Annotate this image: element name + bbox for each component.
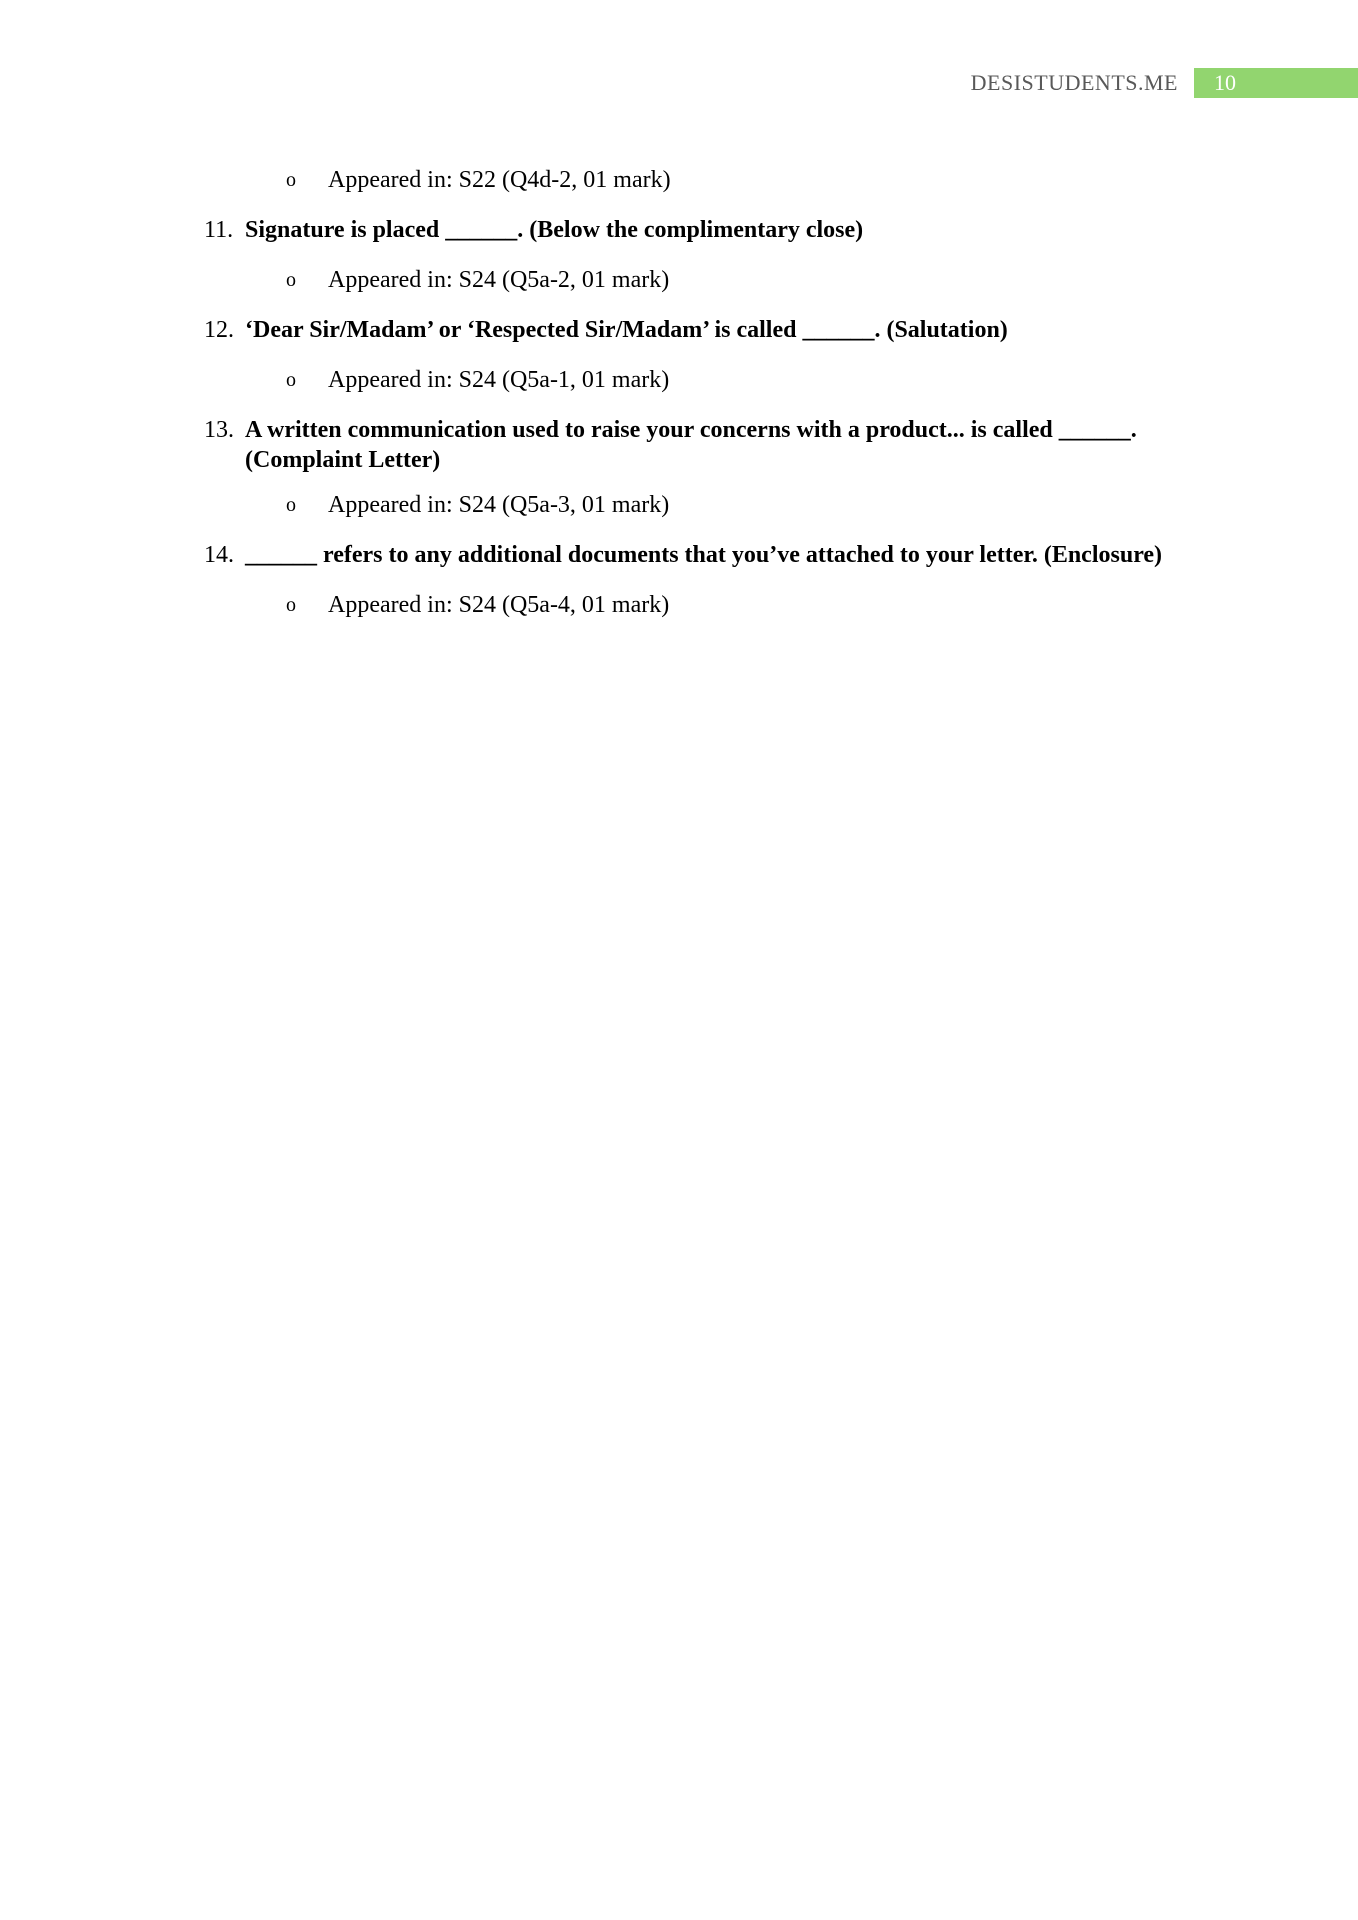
list-item: [0, 485, 1358, 525]
bullet-icon: o: [286, 494, 296, 516]
question-text: ‘Dear Sir/Madam’ or ‘Respected Sir/Madam’ is called ______. (Salutation): [245, 317, 1008, 343]
document-body: [0, 160, 1358, 635]
page-number: 10: [1194, 68, 1358, 98]
question-number: 12.: [204, 317, 234, 343]
question-item: [0, 410, 1358, 475]
question-number: 13.: [204, 417, 234, 443]
appearance-note: Appeared in: S24 (Q5a-2, 01 mark): [328, 267, 670, 293]
appearance-note: Appeared in: S24 (Q5a-3, 01 mark): [328, 492, 670, 518]
bullet-icon: o: [286, 269, 296, 291]
site-name: DESISTUDENTS.ME: [970, 70, 1178, 95]
list-item: [0, 360, 1358, 400]
bullet-icon: o: [286, 169, 296, 191]
appearance-note: Appeared in: S24 (Q5a-4, 01 mark): [328, 592, 670, 618]
list-item: [0, 260, 1358, 300]
question-item: [0, 210, 1358, 250]
question-item: [0, 310, 1358, 350]
question-text: A written communication used to raise your concerns with a product... is called ______. (Complaint Letter): [245, 417, 1137, 473]
question-number: 14.: [204, 542, 234, 568]
list-item: [0, 585, 1358, 625]
list-item: [0, 160, 1358, 200]
question-text: ______ refers to any additional documents that you’ve attached to your letter. (Enclosure): [245, 542, 1163, 568]
question-number: 11.: [204, 217, 234, 243]
appearance-note: Appeared in: S24 (Q5a-1, 01 mark): [328, 367, 670, 393]
bullet-icon: o: [286, 594, 296, 616]
question-text: Signature is placed ______. (Below the complimentary close): [245, 217, 864, 243]
page-header: [971, 68, 1358, 98]
appearance-note: Appeared in: S22 (Q4d-2, 01 mark): [328, 167, 671, 193]
bullet-icon: o: [286, 369, 296, 391]
question-item: [0, 535, 1358, 575]
